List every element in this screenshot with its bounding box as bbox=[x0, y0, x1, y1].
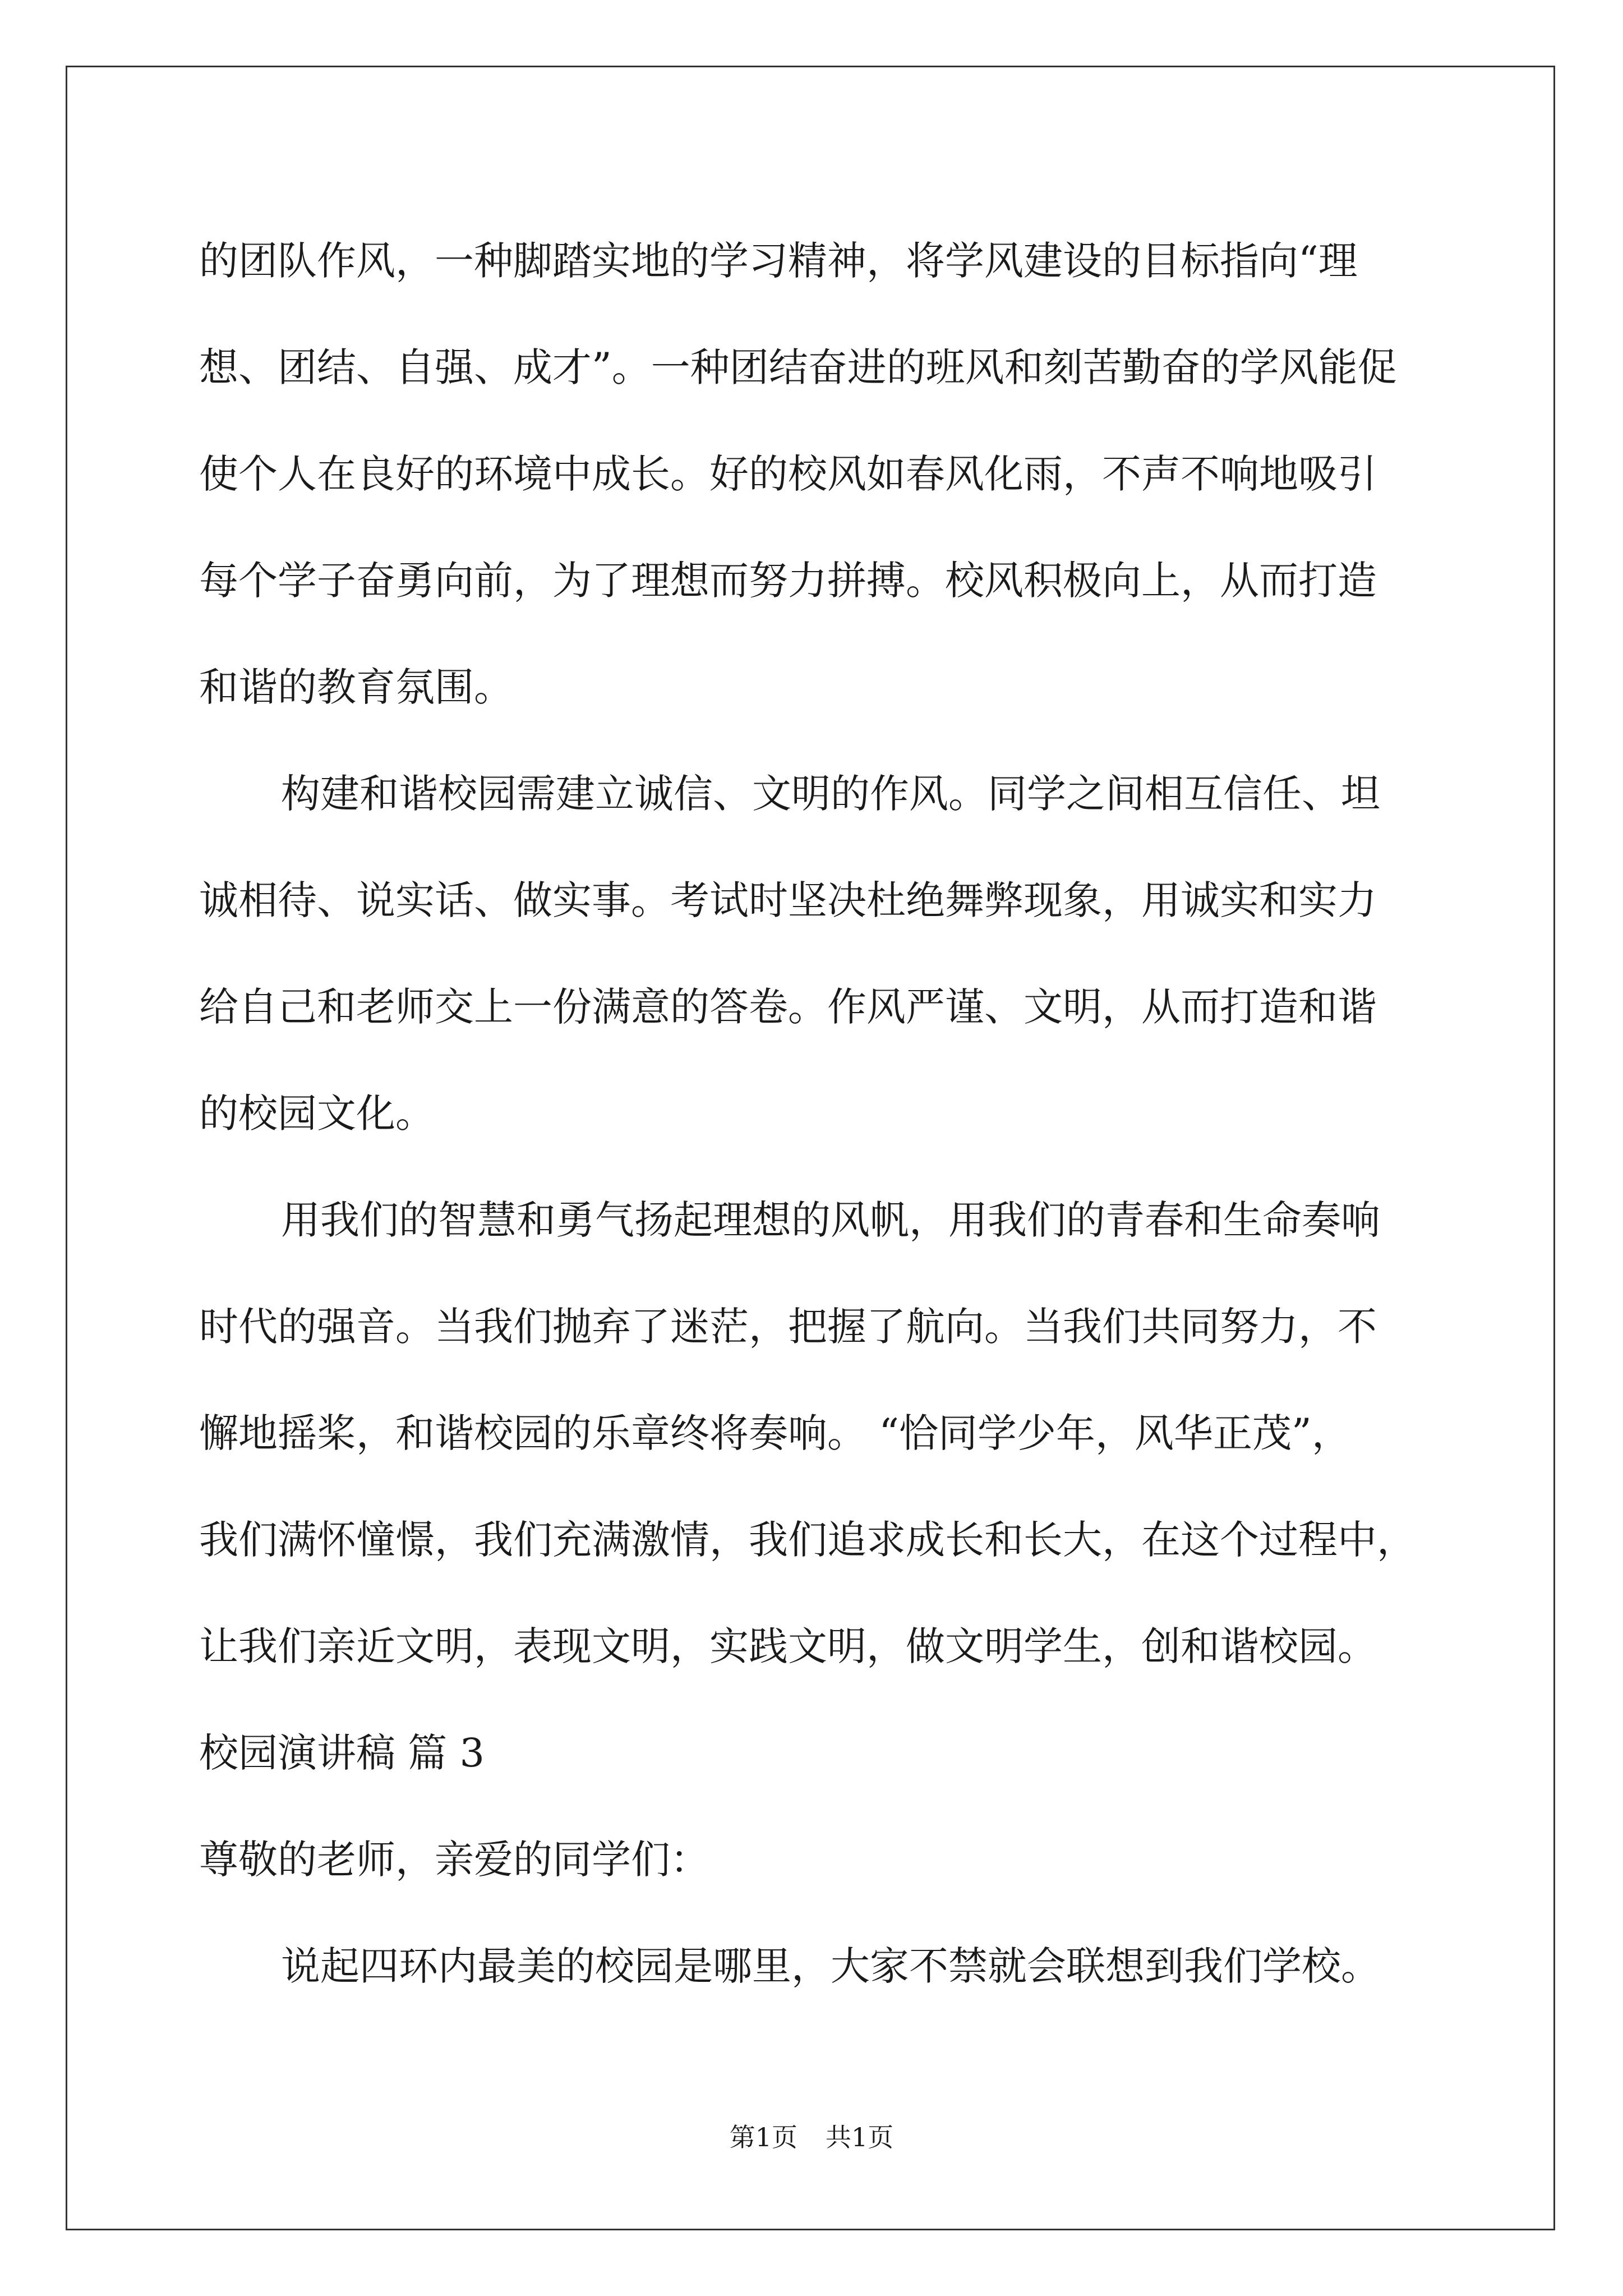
document-body bbox=[199, 208, 1455, 2019]
text-line: 时代的强音。当我们抛弃了迷茫，把握了航向。当我们共同努力，不 bbox=[199, 1304, 1377, 1350]
text-line: 每个学子奋勇向前，为了理想而努力拼搏。校风积极向上，从而打造 bbox=[199, 558, 1377, 604]
text-line: 和谐的教育氛围。 bbox=[199, 664, 513, 710]
text-line: 我们满怀憧憬，我们充满激情，我们追求成长和长大，在这个过程中， bbox=[199, 1517, 1416, 1563]
page-count: 共1页 bbox=[826, 2122, 894, 2152]
text-line: 的团队作风，一种脚踏实地的学习精神，将学风建设的目标指向“理 bbox=[199, 238, 1358, 284]
page-number: 第1页 bbox=[729, 2122, 797, 2152]
text-line: 让我们亲近文明，表现文明，实践文明，做文明学生，创和谐校园。 bbox=[199, 1623, 1377, 1669]
text-line: 懈地摇桨，和谐校园的乐章终将奏响。 “恰同学少年，风华正茂”， bbox=[199, 1410, 1351, 1456]
text-line: 诚相待、说实话、做实事。考试时坚决杜绝舞弊现象，用诚实和实力 bbox=[199, 877, 1377, 923]
page-footer bbox=[0, 2120, 1623, 2154]
text-line: 说起四环内最美的校园是哪里，大家不禁就会联想到我们学校。 bbox=[281, 1943, 1380, 1989]
text-line: 用我们的智慧和勇气扬起理想的风帆，用我们的青春和生命奏响 bbox=[281, 1197, 1380, 1243]
text-line: 的校园文化。 bbox=[199, 1091, 435, 1137]
section-heading: 校园演讲稿 篇 3 bbox=[199, 1730, 485, 1776]
text-line: 想、团结、自强、成才”。一种团结奋进的班风和刻苦勤奋的学风能促 bbox=[199, 344, 1397, 390]
text-line: 构建和谐校园需建立诚信、文明的作风。同学之间相互信任、坦 bbox=[281, 771, 1380, 817]
text-line: 使个人在良好的环境中成长。好的校风如春风化雨，不声不响地吸引 bbox=[199, 451, 1377, 497]
text-line: 给自己和老师交上一份满意的答卷。作风严谨、文明，从而打造和谐 bbox=[199, 984, 1377, 1030]
salutation: 尊敬的老师，亲爱的同学们： bbox=[199, 1837, 709, 1883]
